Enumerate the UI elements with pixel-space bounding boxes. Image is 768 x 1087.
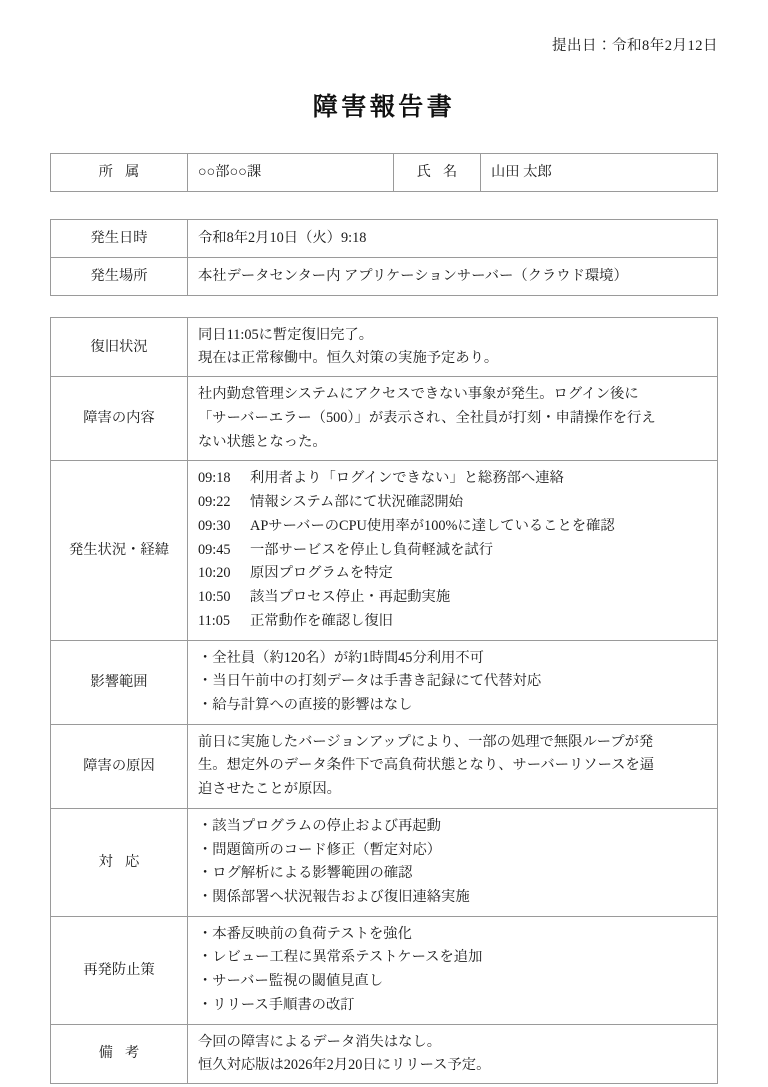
occurrence-datetime-value: 令和8年2月10日（火）9:18 <box>188 220 718 258</box>
timeline-time: 09:30 <box>198 517 231 534</box>
timeline-time: 11:05 <box>198 612 231 629</box>
list-item: ・レビュー工程に異常系テストケースを追加 <box>198 949 483 966</box>
timeline-label: 発生状況・経緯 <box>51 461 188 640</box>
timeline-time: 09:45 <box>198 541 231 558</box>
text-line: 「サーバーエラー（500）」が表示され、全社員が打刻・申請操作を行え <box>198 410 656 427</box>
list-item: ・問題箇所のコード修正（暫定対応） <box>198 841 442 858</box>
table-row-cause <box>51 724 718 808</box>
prevention-value <box>188 916 718 1024</box>
list-item: ・給与計算への直接的影響はなし <box>198 696 413 713</box>
report-body-table <box>50 317 718 1084</box>
cause-value <box>188 724 718 808</box>
timeline-text: 正常動作を確認し復旧 <box>250 612 393 629</box>
occurrence-datetime-label: 発生日時 <box>51 220 188 258</box>
text-line: 社内勤怠管理システムにアクセスできない事象が発生。ログイン後に <box>198 386 639 403</box>
table-row-impact <box>51 640 718 724</box>
timeline-time: 09:18 <box>198 470 231 487</box>
table-row-recovery <box>51 318 718 377</box>
table-row-incident <box>51 377 718 461</box>
timeline-entry <box>198 586 707 610</box>
recovery-label: 復旧状況 <box>51 318 188 377</box>
table-row-response <box>51 808 718 916</box>
list-item: ・本番反映前の負荷テストを強化 <box>198 925 412 942</box>
table-row <box>51 220 718 258</box>
text-line: 迫させたことが原因。 <box>198 781 341 798</box>
timeline-text: APサーバーのCPU使用率が100%に達していることを確認 <box>250 517 615 534</box>
timeline-entry <box>198 610 707 634</box>
text-line: 同日11:05に暫定復旧完了。 <box>198 327 374 343</box>
timeline-time: 09:22 <box>198 494 231 511</box>
text-line: 前日に実施したバージョンアップにより、一部の処理で無限ループが発 <box>198 733 654 750</box>
list-item: ・リリース手順書の改訂 <box>198 996 355 1013</box>
list-item: ・サーバー監視の閾値見直し <box>198 973 384 990</box>
page-title: 障害報告書 <box>312 94 456 121</box>
affiliation-label: 所属 <box>51 154 188 192</box>
name-label: 氏名 <box>394 154 481 192</box>
table-row <box>51 258 718 296</box>
name-value: 山田 太郎 <box>481 154 718 192</box>
timeline-text: 原因プログラムを特定 <box>250 565 393 582</box>
response-label: 対応 <box>51 808 188 916</box>
prevention-label: 再発防止策 <box>51 916 188 1024</box>
timeline-text: 情報システム部にて状況確認開始 <box>250 494 464 511</box>
submission-date: 提出日：令和8年2月12日 <box>552 38 718 54</box>
list-item: ・当日午前中の打刻データは手書き記録にて代替対応 <box>198 673 542 690</box>
list-item: ・該当プログラムの停止および再起動 <box>198 817 441 834</box>
occurrence-place-label: 発生場所 <box>51 258 188 296</box>
table-row <box>51 154 718 192</box>
timeline-time: 10:20 <box>198 565 231 582</box>
remarks-label: 備考 <box>51 1024 188 1083</box>
table-row-prevention <box>51 916 718 1024</box>
timeline-time: 10:50 <box>198 589 231 606</box>
text-line: 恒久対応版は2026年2月20日にリリース予定。 <box>198 1056 491 1073</box>
timeline-text: 利用者より「ログインできない」と総務部へ連絡 <box>250 470 564 487</box>
impact-label: 影響範囲 <box>51 640 188 724</box>
timeline-text: 一部サービスを停止し負荷軽減を試行 <box>250 541 494 558</box>
list-item: ・全社員（約120名）が約1時間45分利用不可 <box>198 649 484 666</box>
timeline-entry <box>198 467 707 491</box>
timeline-entry <box>198 562 707 586</box>
identity-table <box>50 153 718 192</box>
list-item: ・ログ解析による影響範囲の確認 <box>198 865 413 882</box>
list-item: ・関係部署へ状況報告および復旧連絡実施 <box>198 888 470 905</box>
text-line: 生。想定外のデータ条件下で高負荷状態となり、サーバーリソースを逼 <box>198 757 655 774</box>
remarks-value <box>188 1024 718 1083</box>
cause-label: 障害の原因 <box>51 724 188 808</box>
recovery-value <box>188 318 718 377</box>
impact-value <box>188 640 718 724</box>
table-row-remarks <box>51 1024 718 1083</box>
timeline-entry <box>198 539 707 563</box>
table-row-timeline <box>51 461 718 640</box>
incident-value <box>188 377 718 461</box>
timeline-text: 該当プロセス停止・再起動実施 <box>250 589 451 606</box>
response-value <box>188 808 718 916</box>
timeline-entry <box>198 491 707 515</box>
occurrence-table <box>50 219 718 296</box>
incident-label: 障害の内容 <box>51 377 188 461</box>
text-line: 今回の障害によるデータ消失はなし。 <box>198 1033 442 1050</box>
timeline-value <box>188 461 718 640</box>
text-line: 現在は正常稼働中。恒久対策の実施予定あり。 <box>198 350 499 367</box>
affiliation-value: ○○部○○課 <box>188 154 394 192</box>
occurrence-place-value: 本社データセンター内 アプリケーションサーバー（クラウド環境） <box>188 258 718 296</box>
text-line: ない状態となった。 <box>198 433 327 450</box>
timeline-entry <box>198 515 707 539</box>
